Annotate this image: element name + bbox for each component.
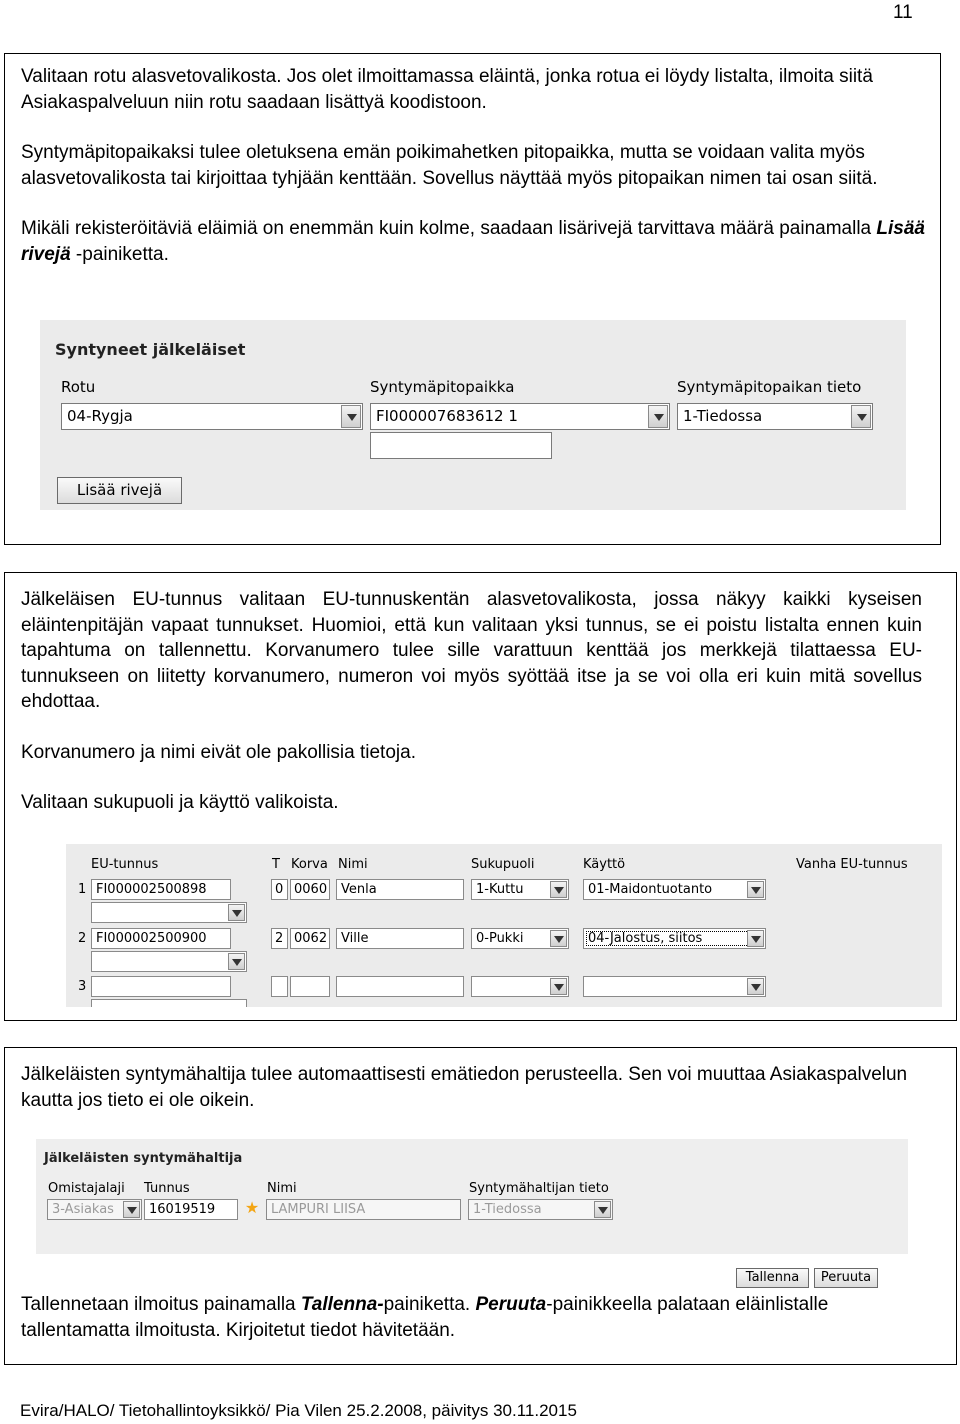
panel-title: Jälkeläisten syntymähaltija bbox=[44, 1151, 243, 1166]
chevron-down-icon[interactable] bbox=[747, 930, 764, 947]
panel-birth-holder bbox=[36, 1139, 908, 1254]
header-eu-id: EU-tunnus bbox=[91, 857, 159, 872]
chevron-down-icon[interactable] bbox=[550, 978, 567, 995]
footer: Evira/HALO/ Tietohallintoyksikkö/ Pia Vilen 25.2.2008, päivitys 30.11.2015 bbox=[20, 1401, 577, 1420]
chevron-down-icon[interactable] bbox=[123, 1201, 140, 1218]
eu-id-input[interactable]: FI000002500900 bbox=[91, 928, 231, 949]
chevron-down-icon[interactable] bbox=[550, 881, 567, 898]
birth-holding-select[interactable]: FI000007683612 1 bbox=[370, 403, 670, 430]
eu-id-input[interactable] bbox=[91, 976, 231, 997]
sex-select[interactable] bbox=[471, 976, 569, 997]
search-icon[interactable]: ★ bbox=[244, 1198, 260, 1217]
header-usage: Käyttö bbox=[583, 857, 626, 872]
chevron-down-icon[interactable] bbox=[648, 405, 668, 428]
label-owner-type: Omistajalaji bbox=[48, 1181, 125, 1196]
chevron-down-icon[interactable] bbox=[747, 881, 764, 898]
name-input[interactable]: Venla bbox=[336, 879, 464, 900]
sex-select[interactable]: 0-Pukki bbox=[471, 928, 569, 949]
ear-number-input[interactable]: 0062 bbox=[290, 928, 330, 949]
row-number: 1 bbox=[78, 882, 87, 897]
owner-type-select[interactable]: 3-Asiakas bbox=[47, 1199, 142, 1220]
chevron-down-icon[interactable] bbox=[550, 930, 567, 947]
panel-born-offspring bbox=[40, 320, 906, 510]
name-input[interactable]: Ville bbox=[336, 928, 464, 949]
paragraph-birth-holder: Jälkeläisten syntymähaltija tulee automaattisesti emätiedon perusteella. Sen voi muuttaa Asiakaspalvelun kautta jos tieto ei ole oikein. bbox=[21, 1064, 908, 1111]
birth-holder-info-select[interactable]: 1-Tiedossa bbox=[468, 1199, 613, 1220]
id-input[interactable]: 16019519 bbox=[144, 1199, 238, 1220]
birth-holding-info-select[interactable]: 1-Tiedossa bbox=[677, 403, 873, 430]
panel-offspring-table bbox=[66, 844, 942, 1007]
label-breed: Rotu bbox=[61, 378, 96, 396]
chevron-down-icon[interactable] bbox=[747, 978, 764, 995]
t-input[interactable]: 2 bbox=[271, 928, 288, 949]
label-id: Tunnus bbox=[144, 1181, 190, 1196]
paragraph-save-cancel: Tallennetaan ilmoitus painamalla Tallenna-painiketta. Peruuta-painikkeella palataan eläinlistalle tallentamatta ilmoitusta. Kirjoitetut tiedot hävitetään. bbox=[21, 1294, 829, 1341]
header-sex: Sukupuoli bbox=[471, 857, 535, 872]
paragraph-optional-fields: Korvanumero ja nimi eivät ole pakollisia tietoja. bbox=[21, 741, 416, 763]
usage-select[interactable]: 01-Maidontuotanto bbox=[583, 879, 766, 900]
page-number: 11 bbox=[893, 2, 913, 23]
label-birth-holding: Syntymäpitopaikka bbox=[370, 378, 515, 396]
eu-id-input[interactable]: FI000002500898 bbox=[91, 879, 231, 900]
sex-select[interactable]: 1-Kuttu bbox=[471, 879, 569, 900]
name-input: LAMPURI LIISA bbox=[266, 1199, 461, 1220]
paragraph-breed: Valitaan rotu alasvetovalikosta. Jos olet ilmoittamassa eläintä, jonka rotua ei löydy listalta, ilmoita siitä Asiakaspalveluun niin rotu saadaan lisättyä koodistoon. bbox=[21, 66, 873, 113]
row-number: 3 bbox=[78, 979, 87, 994]
eu-id-select[interactable] bbox=[91, 902, 247, 923]
panel-title: Syntyneet jälkeläiset bbox=[55, 340, 246, 359]
ear-number-input[interactable] bbox=[290, 976, 330, 997]
header-t: T bbox=[272, 857, 280, 872]
breed-select[interactable]: 04-Rygja bbox=[61, 403, 363, 430]
t-input[interactable] bbox=[271, 976, 288, 997]
save-button[interactable]: Tallenna bbox=[736, 1268, 809, 1288]
eu-id-select[interactable] bbox=[91, 999, 247, 1007]
label-birth-holder-info: Syntymähaltijan tieto bbox=[469, 1181, 609, 1196]
add-rows-button[interactable]: Lisää rivejä bbox=[57, 477, 182, 504]
chevron-down-icon[interactable] bbox=[341, 405, 361, 428]
chevron-down-icon[interactable] bbox=[594, 1201, 611, 1218]
usage-select[interactable]: 04-Jalostus, siitos bbox=[583, 928, 766, 949]
paragraph-add-rows: Mikäli rekisteröitäviä eläimiä on enemmän kuin kolme, saadaan lisärivejä tarvittava määrä painamalla Lisää rivejä -painiketta. bbox=[21, 218, 925, 265]
chevron-down-icon[interactable] bbox=[851, 405, 871, 428]
cancel-button[interactable]: Peruuta bbox=[814, 1268, 878, 1288]
row-number: 2 bbox=[78, 931, 87, 946]
birth-holding-input[interactable] bbox=[370, 432, 552, 459]
label-birth-holding-info: Syntymäpitopaikan tieto bbox=[677, 378, 862, 396]
paragraph-birth-holding: Syntymäpitopaikaksi tulee oletuksena emän poikimahetken pitopaikka, mutta se voidaan valita myös alasvetovalikosta tai kirjoittaa tyhjään kenttään. Sovellus näyttää myös pitopaikan nimen tai osan siitä. bbox=[21, 142, 878, 189]
name-input[interactable] bbox=[336, 976, 464, 997]
usage-select[interactable] bbox=[583, 976, 766, 997]
paragraph-eu-id: Jälkeläisen EU-tunnus valitaan EU-tunnuskentän alasvetovalikosta, jossa näkyy kaikki kyseisen eläintenpitäjän vapaat tunnukset. Huomioi, että kun valitaan yksi tunnus, se ei poistu listalta ennen kuin tapahtuma on tallennettu. Korvanumero tulee sille varattuun kenttää jos merkkejä tilattaessa EU-tunnukseen on liitetty korvanumero, numeron voi myös syöttää itse ja se voi olla eri kuin mitä sovellus ehdottaa. bbox=[21, 589, 922, 712]
ear-number-input[interactable]: 0060 bbox=[290, 879, 330, 900]
t-input[interactable]: 0 bbox=[271, 879, 288, 900]
header-old-eu-id: Vanha EU-tunnus bbox=[796, 857, 908, 872]
header-ear-number: Korva bbox=[291, 857, 328, 872]
label-name: Nimi bbox=[267, 1181, 297, 1196]
chevron-down-icon[interactable] bbox=[228, 953, 245, 970]
header-name: Nimi bbox=[338, 857, 368, 872]
eu-id-select[interactable] bbox=[91, 951, 247, 972]
paragraph-sex-usage: Valitaan sukupuoli ja käyttö valikoista. bbox=[21, 792, 339, 813]
chevron-down-icon[interactable] bbox=[228, 904, 245, 921]
